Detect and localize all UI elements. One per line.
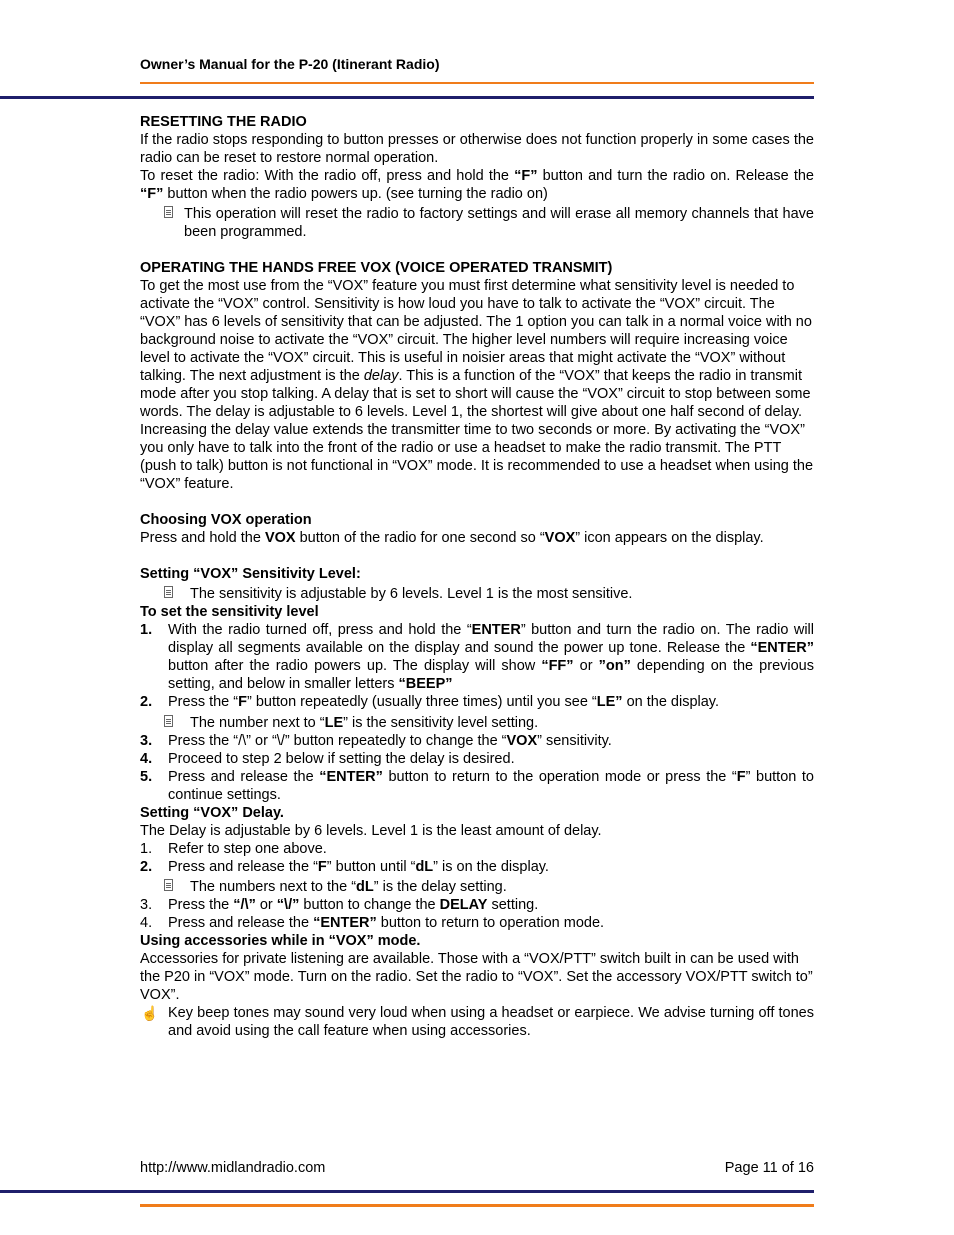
choosing-paragraph: Press and hold the VOX button of the radio for one second so “VOX” icon appears on the display.	[140, 530, 764, 546]
delay-step-1: 1. Refer to step one above.	[140, 841, 327, 857]
delay-step-3: 3. Press the “/\” or “\/” button to change the DELAY setting.	[140, 897, 539, 913]
delay-step-2: 2. Press and release the “F” button until “dL” is on the display.	[140, 859, 549, 875]
header-navy-rule	[0, 96, 814, 99]
vox-paragraph: To get the most use from the “VOX” feature you must first determine what sensitivity level is needed to activate the “VOX” control. Sensitivity is how loud you have to talk to activate the “VOX” circuit. The “VOX” has 6 levels of sensitivity that can be adjusted. The 1 option you can talk in a normal voice with no background noise to activate the “VOX” circuit. The higher level numbers will require increasing voice level to activate the “VOX” circuit. This is useful in noisier areas that might activate the “VOX” without talking. The next adjustment is the delay. This is a function of the “VOX” that keeps the radio in transmit mode after you stop talking. A delay that is set to short will cause the “VOX” circuit to stop between some words. The delay is adjustable to 6 levels. Level 1, the shortest will give about one half second of delay. Increasing the delay value extends the transmitter time to two seconds or more. By activating the “VOX” you only have to talk into the front of the radio or use a headset to make the radio transmit. The PTT (push to talk) button is not functional in “VOX” mode. It is recommended to use a headset when using the “VOX” feature.	[140, 278, 814, 492]
footer-url: http://www.midlandradio.com	[140, 1160, 326, 1176]
delay-heading: Setting “VOX” Delay.	[140, 805, 284, 821]
note-icon	[164, 586, 173, 598]
vox-heading: OPERATING THE HANDS FREE VOX (VOICE OPERATED TRANSMIT)	[140, 260, 613, 276]
sensitivity-subheading: To set the sensitivity level	[140, 604, 319, 620]
accessories-heading: Using accessories while in “VOX” mode.	[140, 933, 421, 949]
footer-orange-rule	[140, 1204, 814, 1207]
accessories-paragraph: Accessories for private listening are available. Those with a “VOX/PTT” switch built in can be used with the P20 in “VOX” mode. Turn on the radio. Set the radio to “VOX”. Set the accessory VOX/PTT switch to” VOX”.	[140, 951, 813, 1003]
sensitivity-step-3: 3. Press the “/\” or “\/” button repeatedly to change the “VOX” sensitivity.	[140, 733, 612, 749]
sensitivity-step-4: 4. Proceed to step 2 below if setting the delay is desired.	[140, 751, 515, 767]
footer-page-number: Page 11 of 16	[724, 1160, 814, 1176]
delay-step-4: 4. Press and release the “ENTER” button to return to operation mode.	[140, 915, 605, 931]
note-icon	[164, 206, 173, 218]
header-orange-rule	[140, 82, 814, 84]
footer-navy-rule	[0, 1190, 814, 1193]
document-header-title: Owner’s Manual for the P-20 (Itinerant Radio)	[140, 56, 440, 72]
sensitivity-heading: Setting “VOX” Sensitivity Level:	[140, 566, 361, 582]
note-icon	[164, 715, 173, 727]
hand-pointer-icon: ☝	[141, 1005, 159, 1021]
delay-paragraph: The Delay is adjustable by 6 levels. Level 1 is the least amount of delay.	[140, 823, 602, 839]
sensitivity-step-5: 5. Press and release the “ENTER” button to return to the operation mode or press the “F” button to continue settings.	[140, 769, 814, 803]
reset-note: This operation will reset the radio to factory settings and will erase all memory channels that have been programmed.	[140, 205, 814, 241]
reset-paragraph-1: If the radio stops responding to button presses or otherwise does not function properly in some cases the radio can be reset to restore normal operation.	[140, 132, 814, 166]
sensitivity-note: The sensitivity is adjustable by 6 levels. Level 1 is the most sensitive.	[140, 585, 814, 603]
note-icon	[164, 879, 173, 891]
page-content	[140, 113, 814, 1040]
sensitivity-step-2: 2. Press the “F” button repeatedly (usually three times) until you see “LE” on the display.	[140, 694, 720, 710]
accessories-warning: ☝ Key beep tones may sound very loud when using a headset or earpiece. We advise turning off tones and avoid using the call feature when using accessories.	[141, 1005, 814, 1039]
delay-step-2-note: The numbers next to the “dL” is the delay setting.	[140, 878, 814, 896]
sensitivity-step-2-note: The number next to “LE” is the sensitivity level setting.	[140, 714, 814, 732]
reset-heading: RESETTING THE RADIO	[140, 114, 307, 130]
sensitivity-step-1: 1. With the radio turned off, press and hold the “ENTER” button and turn the radio on. The radio will display all segments available on the display and sound the power up tone. Release the “ENTER” button after the radio powers up. The display will show “FF” or ”on” depending on the previous setting, and below in smaller letters “BEEP”	[140, 622, 814, 692]
reset-paragraph-2: To reset the radio: With the radio off, press and hold the “F” button and turn the radio on. Release the “F” button when the radio powers up. (see turning the radio on)	[140, 168, 814, 202]
choosing-heading: Choosing VOX operation	[140, 512, 312, 528]
